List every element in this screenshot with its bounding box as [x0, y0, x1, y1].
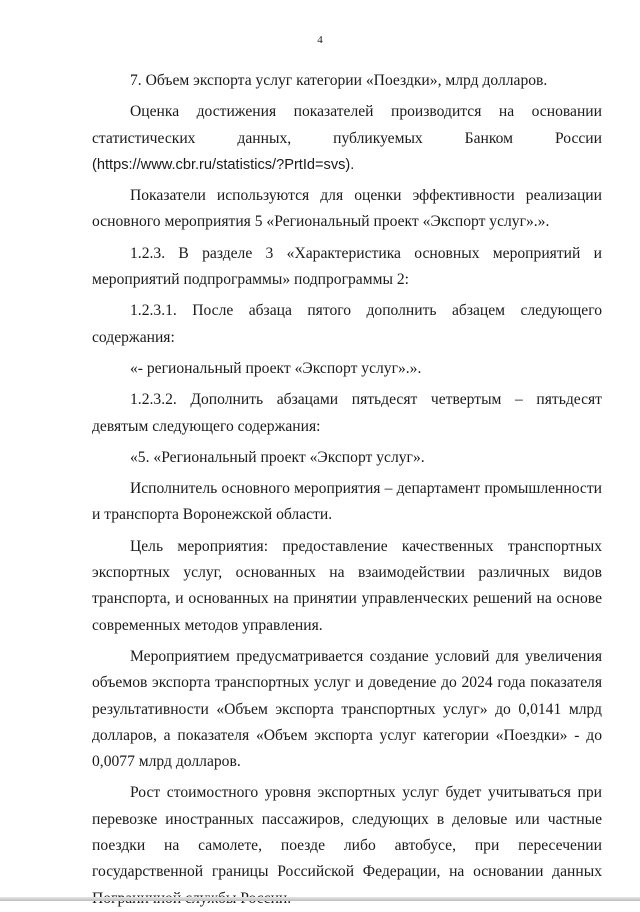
paragraph-growth: Рост стоимостного уровня экспортных услуг будет учитываться при перевозке иностранных пассажиров, следующих в деловые или частные поездки на самолете, поезде либо автобусе, при пересечении государственной границы Российской Федерации, на основании данных [92, 784, 602, 881]
paragraph-goal: Цель мероприятия: предоставление качественных транспортных экспортных услуг, основанных на взаимодействии различных видов транспорта, и основанных на принятии управленческих решений на основе современных методов управления. [92, 537, 602, 634]
data-source-url: (https://www.cbr.ru/statistics/?PrtId=svs). [92, 156, 355, 173]
paragraph-measures: Мероприятием предусматривается создание условий для увеличения объемов экспорта транспортных услуг и доведение до 2024 года показателя результативности «Объем экспорта транспортных услуг» до 0,0141 млрд долларов, а показателя «Объем экспорта услуг категории «Поездки» - до 0,0077 млрд долларов. [92, 647, 602, 771]
paragraph-indicators-usage: Показатели используются для оценки эффективности реализации основного мероприятия 5 «Региональный проект «Экспорт услуг».». [92, 187, 602, 231]
scan-bottom-edge [0, 897, 640, 901]
paragraph-executor: Исполнитель основного мероприятия – департамент промышленности и транспорта Воронежской области. [92, 480, 602, 524]
paragraph-1-2-3: 1.2.3. В разделе 3 «Характеристика основных мероприятий и мероприятий подпрограммы» подпрограммы 2: [92, 244, 602, 289]
paragraph-data-source [92, 99, 602, 178]
data-source-text: Оценка достижения показателей производится на основании статистических данных, публикуемых Банком России [92, 103, 602, 147]
paragraph-indicator-7: 7. Объем экспорта услуг категории «Поездки», млрд долларов. [130, 72, 548, 89]
paragraph-quoted-project: «- региональный проект «Экспорт услуг».». [130, 359, 422, 377]
paragraph-1-2-3-1: 1.2.3.1. После абзаца пятого дополнить абзацем следующего содержания: [92, 302, 602, 346]
paragraph-project-5-heading: «5. «Региональный проект «Экспорт услуг». [130, 448, 425, 466]
document-body [92, 68, 602, 912]
paragraph-1-2-3-2: 1.2.3.2. Дополнить абзацами пятьдесят четвертым – пятьдесят девятым следующего содержания: [92, 391, 602, 435]
page-number: 4 [317, 34, 323, 46]
